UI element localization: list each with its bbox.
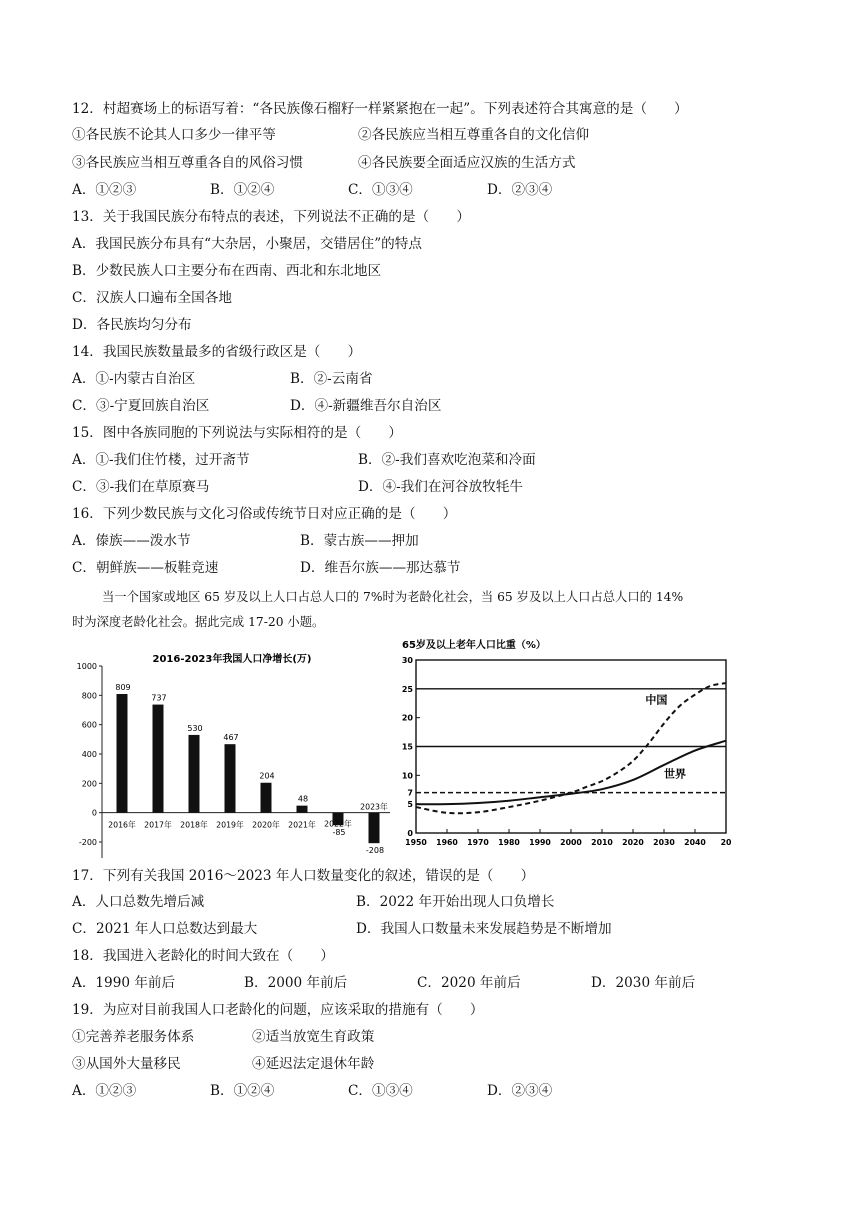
y-tick-label: 0 <box>91 808 97 818</box>
q13-option-b: B．少数民族人口主要分布在西南、西北和东北地区 <box>72 263 382 279</box>
x-tick-label: 1970 <box>467 838 489 847</box>
chart-title: 2016-2023年我国人口净增长(万) <box>152 654 312 665</box>
data-label: 737 <box>151 693 167 703</box>
x-tick-label: 1990 <box>529 838 551 847</box>
question-18-stem: 18．我国进入老龄化的时间大致在（ ） <box>72 948 334 964</box>
question-12-stem: 12．村超赛场上的标语写着：“各民族像石榴籽一样紧紧抱在一起”。下列表述符合其寓意的是（ ） <box>72 101 688 117</box>
x-tick-label: 20 <box>720 838 732 847</box>
bar <box>261 783 272 813</box>
q14-option-d: D．④-新疆维吾尔自治区 <box>290 398 442 414</box>
chart-title: 65岁及以上老年人口比重（%） <box>402 640 546 651</box>
q17-option-a: A．人口总数先增后减 <box>72 894 205 910</box>
x-tick-label: 2040 <box>684 838 706 847</box>
x-tick-label: 2000 <box>560 838 582 847</box>
bar <box>297 806 308 813</box>
data-label: 809 <box>115 683 131 693</box>
data-label: 204 <box>259 771 275 781</box>
y-tick-label: 7 <box>407 788 413 798</box>
y-tick-label: 25 <box>401 684 413 694</box>
q14-option-a: A．①-内蒙古自治区 <box>72 371 196 387</box>
q12-option-a: A．①②③ <box>72 182 137 198</box>
q13-option-c: C．汉族人口遍布全国各地 <box>72 290 232 306</box>
q17-option-d: D．我国人口数量未来发展趋势是不断增加 <box>356 921 612 937</box>
data-label: 530 <box>187 723 203 733</box>
q18-option-c: C．2020 年前后 <box>417 975 521 991</box>
q15-option-d: D．④-我们在河谷放牧牦牛 <box>358 479 524 495</box>
category-label: 2019年 <box>216 820 244 830</box>
question-15-stem: 15．图中各族同胞的下列说法与实际相符的是（ ） <box>72 425 402 441</box>
series-label-world: 世界 <box>664 767 686 781</box>
series-label-china: 中国 <box>645 693 668 707</box>
data-label: -85 <box>332 828 346 838</box>
population-growth-bar-chart <box>70 642 396 864</box>
question-19-stem: 19．为应对目前我国人口老龄化的问题，应该采取的措施有（ ） <box>72 1002 484 1018</box>
q19-statement-2: ②适当放宽生育政策 <box>252 1029 375 1045</box>
q16-option-b: B．蒙古族——押加 <box>300 533 419 549</box>
y-tick-label: 5 <box>407 800 413 810</box>
q19-statement-1: ①完善养老服务体系 <box>72 1029 195 1045</box>
elderly-ratio-line-chart <box>398 634 738 856</box>
q15-option-a: A．①-我们住竹楼，过开斋节 <box>72 452 250 468</box>
category-label: 2022年 <box>324 819 352 829</box>
y-tick-label: 800 <box>81 691 97 701</box>
intro-paragraph-line-1: 当一个国家或地区 65 岁及以上人口占总人口的 7%时为老龄化社会，当 65 岁及以上人口占总人口的 14% <box>102 590 684 604</box>
q19-statement-4: ④延迟法定退休年龄 <box>252 1056 375 1072</box>
q14-option-b: B．②-云南省 <box>290 371 373 387</box>
q19-option-c: C．①③④ <box>348 1083 413 1099</box>
bar <box>369 813 380 844</box>
y-tick-label: 30 <box>401 656 413 665</box>
y-tick-label: 600 <box>81 720 97 730</box>
x-tick-label: 2010 <box>591 838 613 847</box>
category-label: 2018年 <box>180 820 208 830</box>
q12-statement-2: ②各民族应当相互尊重各自的文化信仰 <box>358 127 590 143</box>
y-tick-label: 15 <box>401 742 413 752</box>
y-tick-label: -200 <box>78 838 97 847</box>
q12-statement-4: ④各民族要全面适应汉族的生活方式 <box>358 155 576 171</box>
category-label: 2023年 <box>360 802 388 812</box>
question-17-stem: 17．下列有关我国 2016～2023 年人口数量变化的叙述，错误的是（ ） <box>72 868 535 884</box>
q15-option-c: C．③-我们在草原赛马 <box>72 479 210 495</box>
q12-option-c: C．①③④ <box>348 182 413 198</box>
q19-option-b: B．①②④ <box>210 1083 275 1099</box>
y-tick-label: 10 <box>401 771 413 781</box>
q13-option-a: A．我国民族分布具有“大杂居，小聚居，交错居住”的特点 <box>72 236 422 252</box>
q15-option-b: B．②-我们喜欢吃泡菜和冷面 <box>358 452 536 468</box>
x-tick-label: 1950 <box>405 838 427 847</box>
q13-option-d: D．各民族均匀分布 <box>72 317 192 333</box>
q12-option-b: B．①②④ <box>210 182 275 198</box>
intro-paragraph-line-2: 时为深度老龄化社会。据此完成 17-20 小题。 <box>72 615 325 629</box>
bar <box>153 705 164 813</box>
data-label: 48 <box>297 794 309 804</box>
bar <box>189 735 200 813</box>
question-16-stem: 16．下列少数民族与文化习俗或传统节日对应正确的是（ ） <box>72 506 457 522</box>
q14-option-c: C．③-宁夏回族自治区 <box>72 398 210 414</box>
q19-option-d: D．②③④ <box>487 1083 553 1099</box>
q18-option-d: D．2030 年前后 <box>591 975 696 991</box>
x-tick-label: 1960 <box>436 838 458 847</box>
q18-option-a: A．1990 年前后 <box>72 975 176 991</box>
bar <box>117 694 128 813</box>
x-tick-label: 2030 <box>653 838 675 847</box>
data-label: 467 <box>223 733 239 743</box>
q12-option-d: D．②③④ <box>487 182 553 198</box>
category-label: 2020年 <box>252 820 280 830</box>
x-tick-label: 1980 <box>498 838 520 847</box>
y-tick-label: 400 <box>81 750 97 759</box>
q17-option-b: B．2022 年开始出现人口负增长 <box>356 894 555 910</box>
bar <box>225 744 236 812</box>
q12-statement-3: ③各民族应当相互尊重各自的风俗习惯 <box>72 155 304 171</box>
y-tick-label: 1000 <box>76 662 97 671</box>
category-label: 2017年 <box>144 820 172 830</box>
q18-option-b: B．2000 年前后 <box>244 975 348 991</box>
category-label: 2021年 <box>288 820 316 830</box>
y-tick-label: 200 <box>81 779 97 789</box>
category-label: 2016年 <box>108 820 136 830</box>
data-label: -208 <box>365 846 385 856</box>
question-13-stem: 13．关于我国民族分布特点的表述，下列说法不正确的是（ ） <box>72 209 470 225</box>
q16-option-c: C．朝鲜族——板鞋竞速 <box>72 560 219 576</box>
y-tick-label: 20 <box>401 713 413 723</box>
x-tick-label: 2020 <box>622 838 644 847</box>
q16-option-a: A．傣族——泼水节 <box>72 533 191 549</box>
y-tick-label: 0 <box>407 829 413 838</box>
q16-option-d: D．维吾尔族——那达慕节 <box>300 560 461 576</box>
q19-option-a: A．①②③ <box>72 1083 137 1099</box>
q17-option-c: C．2021 年人口总数达到最大 <box>72 921 258 937</box>
q12-statement-1: ①各民族不论其人口多少一律平等 <box>72 127 276 143</box>
question-14-stem: 14．我国民族数量最多的省级行政区是（ ） <box>72 344 362 360</box>
q19-statement-3: ③从国外大量移民 <box>72 1056 181 1072</box>
